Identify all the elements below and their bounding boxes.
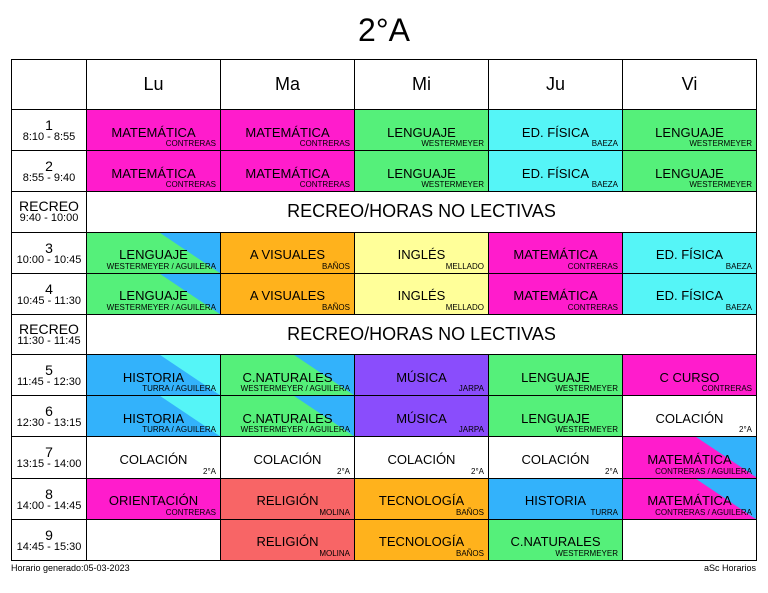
teacher-name: WESTERMEYER: [555, 549, 618, 558]
lesson-cell[interactable]: [355, 273, 489, 314]
period-row: [12, 478, 757, 519]
teacher-name: CONTRERAS: [701, 384, 752, 394]
teacher-name: 2°A: [203, 466, 216, 476]
teacher-name: WESTERMEYER: [421, 180, 484, 190]
period-row: [12, 232, 757, 273]
lesson-cell[interactable]: [221, 355, 355, 396]
period-number: 5: [45, 362, 53, 379]
teacher-name: CONTRERAS: [165, 507, 216, 517]
lesson-cell[interactable]: [221, 437, 355, 478]
lesson-cell[interactable]: [221, 478, 355, 519]
period-number: 1: [45, 117, 53, 134]
period-time: 11:45 - 12:30: [16, 376, 81, 389]
lesson-cell[interactable]: [87, 396, 221, 437]
teacher-name: WESTERMEYER: [689, 180, 752, 190]
lesson-cell[interactable]: [623, 478, 757, 519]
lesson-cell[interactable]: [87, 151, 221, 192]
teacher-name: WESTERMEYER / AGUILERA: [240, 425, 350, 435]
period-number: 7: [45, 444, 53, 461]
teacher-name: TURRA / AGUILERA: [142, 425, 216, 435]
teacher-name: CONTRERAS / AGUILERA: [655, 466, 752, 476]
teacher-name: WESTERMEYER: [421, 139, 484, 149]
period-label-cell: [12, 110, 87, 151]
day-header: Ma: [221, 60, 355, 110]
period-number: 8: [45, 485, 53, 502]
subject-name: C.NATURALES: [242, 369, 333, 385]
period-number: 2: [45, 158, 53, 175]
period-label-cell: [12, 232, 87, 273]
corner-cell: [12, 60, 87, 110]
lesson-cell[interactable]: [489, 396, 623, 437]
teacher-name: 2°A: [471, 466, 484, 476]
subject-name: HISTORIA: [122, 410, 185, 426]
timetable-body: [12, 110, 757, 561]
lesson-cell[interactable]: [87, 355, 221, 396]
period-time: 8:55 - 9:40: [22, 172, 76, 185]
period-number: 9: [45, 526, 53, 543]
period-label-cell: [12, 396, 87, 437]
teacher-name: JARPA: [458, 425, 484, 435]
teacher-name: 2°A: [739, 425, 752, 435]
day-header: Ju: [489, 60, 623, 110]
lesson-cell[interactable]: [221, 273, 355, 314]
subject-name: C.NATURALES: [242, 410, 333, 426]
lesson-cell[interactable]: [489, 355, 623, 396]
subject-name: COLACIÓN: [521, 451, 590, 467]
lesson-cell[interactable]: [489, 232, 623, 273]
subject-name: A VISUALES: [249, 247, 326, 263]
teacher-name: BAEZA: [725, 261, 752, 271]
break-label: RECREO: [19, 320, 79, 337]
break-row: [12, 192, 757, 232]
subject-name: MATEMÁTICA: [513, 247, 598, 263]
period-row: [12, 273, 757, 314]
lesson-cell[interactable]: [355, 519, 489, 560]
generated-date: Horario generado:05-03-2023: [11, 563, 130, 573]
subject-name: LENGUAJE: [119, 288, 188, 304]
lesson-cell[interactable]: [355, 151, 489, 192]
lesson-cell[interactable]: [87, 519, 221, 560]
period-time: 10:45 - 11:30: [16, 294, 81, 307]
period-time: 14:00 - 14:45: [16, 499, 82, 512]
lesson-cell[interactable]: [489, 519, 623, 560]
period-time: 10:00 - 10:45: [16, 253, 82, 266]
lesson-cell[interactable]: [355, 110, 489, 151]
subject-name: HISTORIA: [122, 369, 185, 385]
day-header-row: [12, 60, 757, 110]
lesson-cell[interactable]: [221, 151, 355, 192]
break-banner: RECREO/HORAS NO LECTIVAS: [87, 192, 757, 232]
lesson-cell[interactable]: [489, 478, 623, 519]
subject-name: RELIGIÓN: [256, 534, 319, 550]
period-time: 8:10 - 8:55: [22, 131, 76, 144]
subject-name: LENGUAJE: [655, 124, 724, 140]
subject-name: MATEMÁTICA: [647, 451, 732, 467]
lesson-cell[interactable]: [623, 273, 757, 314]
subject-name: ED. FÍSICA: [521, 165, 590, 181]
teacher-name: CONTRERAS: [299, 180, 350, 190]
subject-name: LENGUAJE: [387, 124, 456, 140]
teacher-name: MELLADO: [445, 302, 484, 312]
lesson-cell[interactable]: [623, 437, 757, 478]
day-header: Mi: [355, 60, 489, 110]
subject-name: INGLÉS: [397, 288, 446, 304]
lesson-cell[interactable]: [355, 232, 489, 273]
subject-name: C CURSO: [659, 369, 720, 385]
subject-name: A VISUALES: [249, 288, 326, 304]
subject-name: LENGUAJE: [521, 369, 590, 385]
subject-name: MATEMÁTICA: [245, 165, 330, 181]
subject-name: COLACIÓN: [119, 451, 188, 467]
period-label-cell: [12, 478, 87, 519]
teacher-name: CONTRERAS: [299, 139, 350, 149]
subject-name: COLACIÓN: [655, 410, 724, 426]
teacher-name: TURRA / AGUILERA: [142, 384, 216, 394]
period-label-cell: [12, 314, 87, 354]
timetable: [11, 59, 757, 561]
lesson-cell[interactable]: [221, 519, 355, 560]
teacher-name: TURRA: [590, 507, 618, 517]
period-time: 12:30 - 13:15: [16, 417, 82, 430]
lesson-cell[interactable]: [87, 232, 221, 273]
period-label-cell: [12, 192, 87, 232]
lesson-cell[interactable]: [623, 110, 757, 151]
brand-credit: aSc Horarios: [703, 563, 756, 573]
period-row: [12, 519, 757, 560]
lesson-cell[interactable]: [623, 355, 757, 396]
period-time: 14:45 - 15:30: [16, 540, 82, 553]
subject-name: ED. FÍSICA: [655, 247, 724, 263]
teacher-name: BAÑOS: [455, 507, 484, 517]
lesson-cell[interactable]: [623, 396, 757, 437]
subject-name: MÚSICA: [396, 369, 447, 385]
lesson-cell[interactable]: [355, 437, 489, 478]
teacher-name: BAEZA: [591, 139, 618, 149]
subject-name: MATEMÁTICA: [647, 493, 732, 509]
day-header: Lu: [87, 60, 221, 110]
period-label-cell: [12, 151, 87, 192]
subject-name: COLACIÓN: [387, 451, 456, 467]
lesson-cell[interactable]: [489, 151, 623, 192]
subject-name: MATEMÁTICA: [111, 124, 196, 140]
period-label-cell: [12, 519, 87, 560]
subject-name: ORIENTACIÓN: [108, 493, 199, 509]
teacher-name: BAÑOS: [321, 261, 350, 271]
teacher-name: WESTERMEYER / AGUILERA: [240, 384, 350, 394]
teacher-name: CONTRERAS: [165, 180, 216, 190]
lesson-cell[interactable]: [87, 110, 221, 151]
break-banner: RECREO/HORAS NO LECTIVAS: [87, 314, 757, 354]
period-row: [12, 355, 757, 396]
day-header: Vi: [623, 60, 757, 110]
period-number: 3: [45, 239, 53, 256]
lesson-cell[interactable]: [489, 273, 623, 314]
lesson-cell[interactable]: [623, 232, 757, 273]
lesson-cell[interactable]: [221, 232, 355, 273]
page-title: 2°A: [358, 12, 410, 48]
subject-name: LENGUAJE: [521, 410, 590, 426]
subject-name: INGLÉS: [397, 247, 446, 263]
subject-name: MÚSICA: [396, 410, 447, 426]
lesson-cell[interactable]: [489, 110, 623, 151]
teacher-name: WESTERMEYER / AGUILERA: [106, 302, 216, 312]
period-row: [12, 151, 757, 192]
subject-name: C.NATURALES: [510, 534, 601, 550]
subject-name: TECNOLOGÍA: [378, 493, 465, 509]
subject-name: MATEMÁTICA: [513, 288, 598, 304]
teacher-name: BAÑOS: [321, 302, 350, 312]
period-time: 13:15 - 14:00: [16, 458, 82, 471]
break-row: [12, 314, 757, 354]
subject-name: COLACIÓN: [253, 451, 322, 467]
lesson-cell[interactable]: [221, 396, 355, 437]
teacher-name: WESTERMEYER / AGUILERA: [106, 261, 216, 271]
period-row: [12, 437, 757, 478]
teacher-name: BAEZA: [591, 180, 618, 190]
teacher-name: CONTRERAS: [567, 302, 618, 312]
period-label-cell: [12, 437, 87, 478]
subject-name: MATEMÁTICA: [245, 124, 330, 140]
lesson-cell[interactable]: [489, 437, 623, 478]
teacher-name: MOLINA: [319, 507, 350, 517]
teacher-name: CONTRERAS: [165, 139, 216, 149]
subject-name: ED. FÍSICA: [521, 124, 590, 140]
period-number: 4: [45, 280, 53, 297]
period-label-cell: [12, 355, 87, 396]
teacher-name: MOLINA: [319, 549, 350, 558]
teacher-name: 2°A: [337, 466, 350, 476]
subject-name: ED. FÍSICA: [655, 288, 724, 304]
period-label-cell: [12, 273, 87, 314]
subject-name: HISTORIA: [524, 493, 587, 509]
teacher-name: MELLADO: [445, 261, 484, 271]
teacher-name: CONTRERAS / AGUILERA: [655, 507, 752, 517]
teacher-name: WESTERMEYER: [555, 425, 618, 435]
subject-name: LENGUAJE: [119, 247, 188, 263]
subject-name: MATEMÁTICA: [111, 165, 196, 181]
lesson-cell[interactable]: [355, 396, 489, 437]
teacher-name: BAEZA: [725, 302, 752, 312]
teacher-name: 2°A: [605, 466, 618, 476]
period-number: 6: [45, 403, 53, 420]
break-label: RECREO: [19, 198, 79, 215]
subject-name: LENGUAJE: [387, 165, 456, 181]
teacher-name: BAÑOS: [455, 549, 484, 558]
lesson-cell[interactable]: [87, 478, 221, 519]
period-time: 9:40 - 10:00: [19, 212, 79, 225]
teacher-name: JARPA: [458, 384, 484, 394]
period-time: 11:30 - 11:45: [17, 334, 81, 347]
teacher-name: CONTRERAS: [567, 261, 618, 271]
period-row: [12, 396, 757, 437]
lesson-cell[interactable]: [623, 151, 757, 192]
period-row: [12, 110, 757, 151]
teacher-name: WESTERMEYER: [689, 139, 752, 149]
teacher-name: WESTERMEYER: [555, 384, 618, 394]
lesson-cell[interactable]: [87, 273, 221, 314]
lesson-cell[interactable]: [87, 437, 221, 478]
subject-name: LENGUAJE: [655, 165, 724, 181]
lesson-cell[interactable]: [623, 519, 757, 560]
subject-name: TECNOLOGÍA: [378, 534, 465, 550]
lesson-cell[interactable]: [355, 478, 489, 519]
lesson-cell[interactable]: [355, 355, 489, 396]
subject-name: RELIGIÓN: [256, 493, 319, 509]
lesson-cell[interactable]: [221, 110, 355, 151]
